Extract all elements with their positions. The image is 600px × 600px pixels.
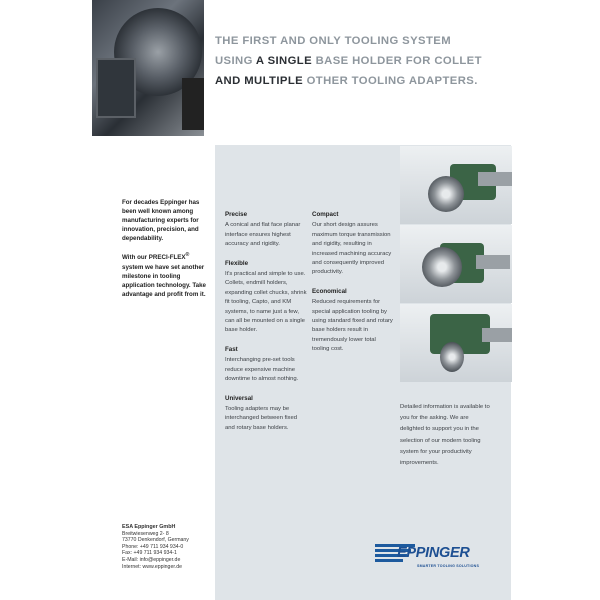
eppinger-logo — [375, 540, 483, 574]
feature-flexible: Flexible It's practical and simple to use. Collets, endmill holders, expanding collet chucks, shrink fit tooling, Capto, and KM systems, to name just a few, can all be mounted on a single base holder. — [225, 259, 307, 334]
logo-tagline: SMARTER TOOLING SOLUTIONS — [417, 564, 480, 568]
product-photo-1 — [400, 146, 512, 224]
product-photo-3 — [400, 304, 512, 382]
feature-compact: Compact Our short design assures maximum torque transmission and rigidity, resulting in increased machining accuracy and consequently improved productivity. — [312, 211, 392, 276]
address-email: E-Mail: info@eppinger.de — [122, 556, 181, 563]
intro-text — [122, 198, 207, 307]
machine-photo — [92, 0, 204, 136]
feature-fast: Fast Interchanging pre-set tools reduce expensive machine downtime to almost nothing. — [225, 345, 299, 383]
feature-economical: Economical Reduced requirements for special application tooling by using standard fixed and rotary base holders result in tremendously lower total tooling cost. — [312, 287, 393, 353]
address-web: Internet: www.eppinger.de — [122, 563, 182, 570]
address-street: Breitwiesenweg 2- 8 — [122, 530, 169, 537]
address-city: 73770 Denkendorf, Germany — [122, 537, 189, 544]
headline-line-3: AND MULTIPLE OTHER TOOLING ADAPTERS. — [215, 75, 478, 87]
features-column-left — [225, 210, 307, 442]
headline — [215, 31, 515, 91]
company-name: ESA Eppinger GmbH — [122, 524, 176, 530]
headline-line-1: THE FIRST AND ONLY TOOLING SYSTEM — [215, 35, 452, 47]
address-fax: Fax: +49 711 934 934-1 — [122, 550, 177, 557]
features-column-right — [312, 210, 394, 364]
company-address — [122, 524, 212, 570]
headline-line-2: USING A SINGLE BASE HOLDER FOR COLLET — [215, 55, 482, 67]
intro-paragraph-2: With our PRECI-FLEX® system we have set another milestone in tooling application technology. Take advantage and profit from it. — [122, 252, 207, 298]
logo-wordmark: EPPINGER — [397, 545, 470, 561]
product-photo-2 — [400, 225, 512, 303]
feature-precise: Precise A conical and flat face planar interface ensures highest accuracy and rigidity. — [225, 211, 301, 248]
feature-universal: Universal Tooling adapters may be interchanged between fixed and rotary base holders. — [225, 394, 298, 431]
address-phone: Phone: +49 711 934 934-0 — [122, 543, 184, 550]
tool-holder-secondary — [182, 78, 204, 130]
detail-info-text: Detailed information is available to you for the asking. We are delighted to support you in the selection of our modern tooling system for your productivity improvements. — [400, 404, 490, 467]
intro-paragraph-1: For decades Eppinger has been well known among manufacturing experts for innovation, precision, and dependability. — [122, 199, 200, 243]
tool-holder — [96, 58, 136, 118]
